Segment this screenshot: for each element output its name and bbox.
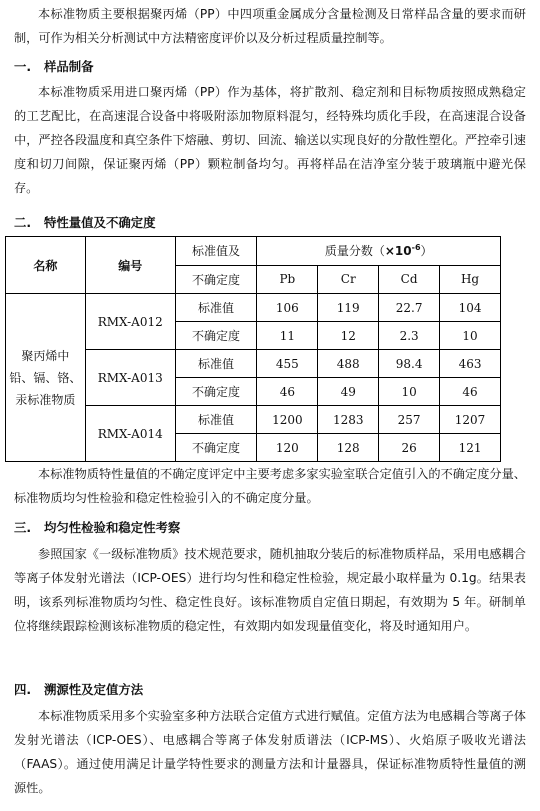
value-cell: 98.4	[379, 350, 440, 378]
header-mass-fraction	[257, 237, 501, 266]
uncertainty-cell: 10	[440, 322, 501, 350]
header-name: 名称	[6, 237, 86, 294]
uncertainty-cell: 120	[257, 434, 318, 462]
uncertainty-cell: 46	[440, 378, 501, 406]
value-cell: 104	[440, 294, 501, 322]
section-title: 样品制备	[44, 59, 94, 74]
material-name-cell	[6, 294, 86, 462]
uncertainty-cell: 49	[318, 378, 379, 406]
standard-value-label: 标准值	[175, 406, 257, 434]
uncertainty-label: 不确定度	[175, 434, 257, 462]
section-heading-4	[14, 680, 526, 700]
section-title: 均匀性检验和稳定性考察	[44, 520, 181, 535]
uncertainty-cell: 10	[379, 378, 440, 406]
sample-code: RMX-A014	[85, 406, 175, 462]
sample-code: RMX-A012	[85, 294, 175, 350]
section-heading-3	[14, 518, 526, 538]
standard-value-label: 标准值	[175, 294, 257, 322]
section-title: 溯源性及定值方法	[44, 682, 144, 697]
mass-unit	[385, 244, 421, 258]
uncertainty-cell: 26	[379, 434, 440, 462]
mass-fraction-label: 质量分数（	[324, 244, 385, 259]
value-cell: 106	[257, 294, 318, 322]
uncertainty-note-paragraph: 本标准物质特性量值的不确定度评定中主要考虑多家实验室联合定值引入的不确定度分量、标准物质均匀性检验和稳定性检验引入的不确定度分量。	[14, 467, 526, 505]
homogeneity-paragraph: 参照国家《一级标准物质》技术规范要求，随机抽取分装后的标准物质样品，采用电感耦合等离子体发射光谱法（ICP-OES）进行均匀性和稳定性检验，规定最小取样量为 0.1g。结果表明，该系列标准物质均匀性、稳定性良好。该标准物质自定值日期起，有效期为 5 年。研制单位将继续跟踪检测该标准物质的稳定性，有效期内如发现量值变化，将及时通知用户。	[14, 547, 526, 633]
property-values-table	[5, 236, 501, 462]
mass-unit-base: ×10	[384, 244, 412, 259]
material-name-line: 铅、镉、铬、	[9, 370, 82, 385]
value-cell: 119	[318, 294, 379, 322]
value-cell: 455	[257, 350, 318, 378]
header-element-cd: Cd	[379, 265, 440, 294]
uncertainty-label: 不确定度	[175, 378, 257, 406]
header-element-pb: Pb	[257, 265, 318, 294]
value-cell: 488	[318, 350, 379, 378]
header-type-line1: 标准值及	[175, 237, 257, 266]
uncertainty-cell: 11	[257, 322, 318, 350]
uncertainty-label: 不确定度	[175, 322, 257, 350]
mass-fraction-close: ）	[420, 244, 433, 259]
value-cell: 1200	[257, 406, 318, 434]
header-element-hg: Hg	[440, 265, 501, 294]
section-number: 一.	[14, 59, 32, 74]
section-heading-1	[14, 57, 526, 77]
uncertainty-cell: 121	[440, 434, 501, 462]
material-name-line: 聚丙烯中	[21, 348, 70, 363]
sample-code: RMX-A013	[85, 350, 175, 406]
standard-value-label: 标准值	[175, 350, 257, 378]
mass-unit-exponent: -6	[411, 243, 421, 253]
section-number: 四.	[14, 682, 32, 697]
section-number: 二.	[14, 215, 32, 230]
traceability-paragraph: 本标准物质采用多个实验室多种方法联合定值方式进行赋值。定值方法为电感耦合等离子体发射光谱法（ICP-OES）、电感耦合等离子体发射质谱法（ICP-MS）、火焰原子吸收光谱法（FAAS）。通过使用满足计量学特性要求的测量方法和计量器具，保证标准物质特性量值的溯源性。	[14, 709, 526, 795]
section-number: 三.	[14, 520, 32, 535]
uncertainty-cell: 46	[257, 378, 318, 406]
material-name-line: 汞标准物质	[15, 392, 76, 407]
intro-paragraph: 本标准物质主要根据聚丙烯（PP）中四项重金属成分含量检测及日常样品含量的要求而研制，可作为相关分析测试中方法精密度评价以及分析过程质量控制等。	[14, 7, 526, 45]
value-cell: 22.7	[379, 294, 440, 322]
uncertainty-cell: 12	[318, 322, 379, 350]
section-title: 特性量值及不确定度	[44, 215, 156, 230]
value-cell: 257	[379, 406, 440, 434]
value-cell: 1283	[318, 406, 379, 434]
sample-prep-paragraph: 本标准物质采用进口聚丙烯（PP）作为基体，将扩散剂、稳定剂和目标物质按照成熟稳定的工艺配比，在高速混合设备中将吸附添加物原料混匀，经特殊均质化手段，在高速混合设备中，严控各段温度和真空条件下熔融、剪切、回流、输送以实现良好的分散性塑化。严控牵引速度和切刀间隙，保证聚丙烯（PP）颗粒制备均匀。再将样品在洁净室分装于玻璃瓶中避光保存。	[14, 85, 526, 195]
uncertainty-cell: 2.3	[379, 322, 440, 350]
section-heading-2	[14, 213, 526, 233]
value-cell: 1207	[440, 406, 501, 434]
uncertainty-cell: 128	[318, 434, 379, 462]
header-element-cr: Cr	[318, 265, 379, 294]
header-type-line2: 不确定度	[175, 265, 257, 294]
header-code: 编号	[85, 237, 175, 294]
value-cell: 463	[440, 350, 501, 378]
